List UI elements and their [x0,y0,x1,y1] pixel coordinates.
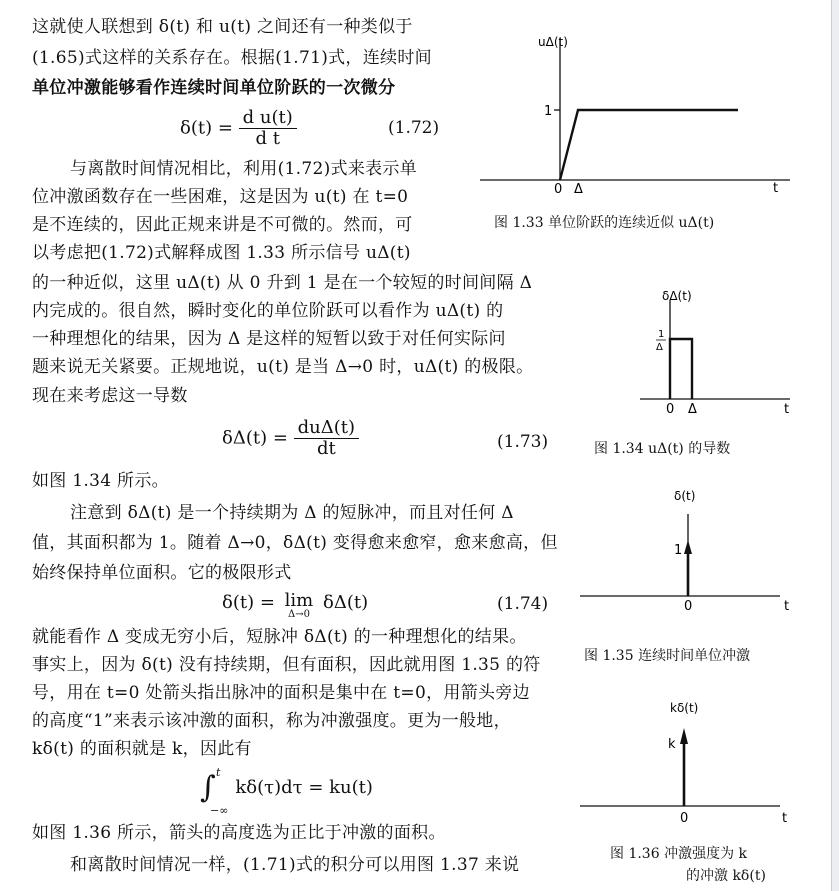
text-line: 注意到 δΔ(t) 是一个持续期为 Δ 的短脉冲，而且对任何 Δ [70,503,514,523]
y-axis-label: uΔ(t) [538,35,568,49]
eq-lim-sub: Δ→0 [287,609,310,620]
equation-number: (1.74) [497,594,549,614]
eq-rhs: δΔ(t) [322,592,369,613]
text-line: 是不连续的，因此正规来讲是不可微的。然而，可 [32,215,413,235]
figure-caption: 的冲激 kδ(t) [686,868,766,884]
tick-label-0: 0 [554,182,563,197]
tick-label-0: 0 [666,402,675,417]
text-line: 如图 1.34 所示。 [32,471,169,491]
text-line: 值，其面积都为 1。随着 Δ→0，δΔ(t) 变得愈来愈窄，愈来愈高，但 [32,533,558,553]
text-line: 一种理想化的结果，因为 Δ 是这样的短暂以致于对任何实际问 [32,329,506,349]
text-line: 内完成的。很自然，瞬时变化的单位阶跃可以看作为 uΔ(t) 的 [32,301,504,321]
text-line: 始终保持单位面积。它的极限形式 [32,563,292,583]
text-line: 和离散时间情况一样，(1.71)式的积分可以用图 1.37 来说 [70,855,520,875]
impulse-arrow-head [684,540,692,554]
figure-caption: 图 1.33 单位阶跃的连续近似 uΔ(t) [494,215,715,231]
integral-upper: t [216,766,221,779]
integral-lower: −∞ [210,804,229,817]
text-line: 与离散时间情况相比，利用(1.72)式来表示单 [70,159,418,179]
eq-fraction [294,418,359,459]
figure-1-34 [640,282,810,422]
pulse-rectangle [670,339,692,399]
tick-label-delta: Δ [574,182,583,197]
impulse-strength-label: 1 [674,543,683,558]
text-line: 单位冲激能够看作连续时间单位阶跃的一次微分 [32,78,396,98]
text-line: 以考虑把(1.72)式解释成图 1.33 所示信号 uΔ(t) [32,243,411,263]
viewer-edge [831,0,839,891]
text-line: (1.65)式这样的关系存在。根据(1.71)式，连续时间 [32,48,432,68]
text-line: 如图 1.36 所示，箭头的高度选为正比于冲激的面积。 [32,823,446,843]
figure-caption: 图 1.35 连续时间单位冲激 [584,648,751,664]
tick-label-delta: Δ [688,402,697,417]
eq-lhs: δ(t) = [180,117,233,139]
integral-body: kδ(τ)dτ = ku(t) [235,777,373,798]
integral-sign: ∫ [200,770,216,805]
eq-numerator: d u(t) [239,108,297,129]
text-line: 题来说无关紧要。正规地说，u(t) 是当 Δ→0 时，uΔ(t) 的极限。 [32,357,534,377]
eq-denominator: d t [255,128,280,149]
x-axis-label: t [784,599,790,614]
text-line: 位冲激函数存在一些困难，这是因为 u(t) 在 t=0 [32,187,409,207]
x-axis-label: t [773,181,779,196]
text-line: 号，用在 t=0 处箭头指出脉冲的面积是集中在 t=0，用箭头旁边 [32,683,530,703]
tick-label-1: 1 [544,104,553,119]
figure-caption: 图 1.36 冲激强度为 k [610,846,748,862]
tick-label-numerator: 1 [658,329,665,340]
eq-lim: lim [284,590,314,611]
y-axis-label: δΔ(t) [662,289,692,303]
text-line: 的一种近似，这里 uΔ(t) 从 0 升到 1 是在一个较短的时间间隔 Δ [32,273,533,293]
impulse-arrow-head [680,728,688,744]
eq-denominator: dt [316,438,336,459]
equation-1-72 [180,108,297,149]
eq-fraction [239,108,297,149]
text-line: kδ(t) 的面积就是 k，因此有 [32,739,252,759]
figure-1-35 [580,484,810,614]
x-axis-label: t [784,402,790,417]
ramp-step-curve [560,110,738,180]
tick-label-denominator: Δ [656,342,663,353]
equation-number: (1.73) [497,432,549,452]
tick-label-0: 0 [684,599,693,614]
eq-lhs: δ(t) = [222,592,275,613]
text-line: 事实上，因为 δ(t) 没有持续期，但有面积，因此就用图 1.35 的符 [32,655,541,675]
eq-lhs: δΔ(t) = [222,427,288,449]
impulse-strength-label: k [668,737,676,752]
text-line: 这就使人联想到 δ(t) 和 u(t) 之间还有一种类似于 [32,17,413,37]
equation-number: (1.72) [388,118,440,138]
equation-1-74 [222,592,368,620]
y-axis-label: kδ(t) [670,701,699,715]
equation-1-73 [222,418,359,459]
figure-1-33 [480,20,810,235]
equation-integral [200,766,373,817]
x-axis-label: t [782,811,788,826]
figure-1-36 [580,696,810,828]
text-line: 的高度“1”来表示该冲激的面积，称为冲激强度。更为一般地， [32,711,511,731]
figure-caption: 图 1.34 uΔ(t) 的导数 [594,441,731,457]
tick-label-0: 0 [680,811,689,826]
y-axis-label: δ(t) [674,489,696,503]
eq-numerator: duΔ(t) [294,418,359,439]
text-line: 就能看作 Δ 变成无穷小后，短脉冲 δΔ(t) 的一种理想化的结果。 [32,627,527,647]
text-line: 现在来考虑这一导数 [32,386,188,406]
